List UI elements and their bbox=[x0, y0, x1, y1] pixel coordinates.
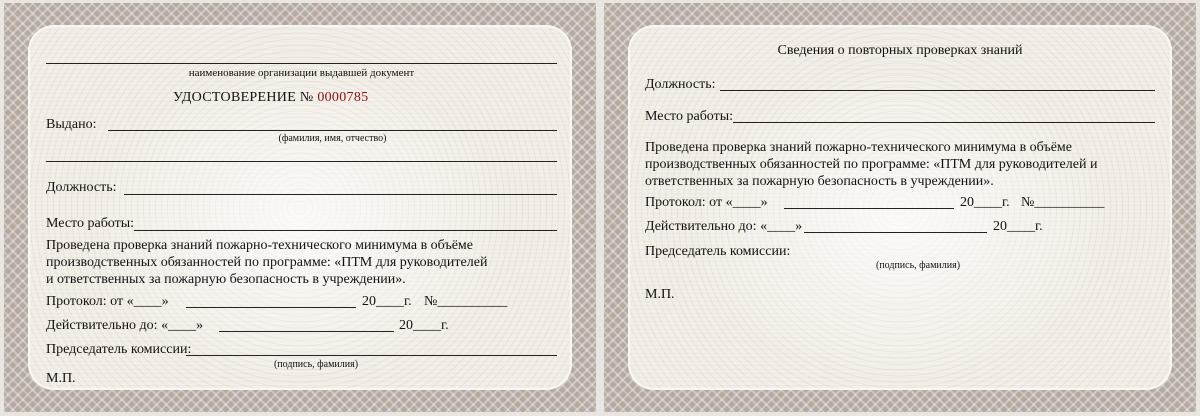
protocol-number: №__________ bbox=[424, 294, 508, 309]
back-page-field bbox=[628, 25, 1172, 390]
stamp-place: М.П. bbox=[46, 371, 76, 386]
position-line bbox=[720, 90, 1155, 91]
valid-until-line bbox=[804, 232, 987, 233]
protocol-year: 20____г. bbox=[362, 294, 412, 309]
issued-label: Выдано: bbox=[46, 117, 97, 132]
protocol-line bbox=[186, 307, 356, 308]
workplace-line bbox=[134, 230, 557, 231]
workplace-label: Место работы: bbox=[46, 216, 135, 231]
org-name-line bbox=[46, 63, 557, 64]
workplace-label: Место работы: bbox=[645, 109, 734, 124]
protocol-line bbox=[784, 208, 954, 209]
valid-until-label: Действительно до: «____» bbox=[645, 219, 803, 234]
position-label: Должность: bbox=[645, 77, 716, 92]
protocol-label: Протокол: от «____» bbox=[645, 195, 768, 210]
fio-caption: (фамилия, имя, отчество) bbox=[278, 133, 387, 144]
document-title bbox=[173, 90, 368, 106]
org-name-caption: наименование организации выдавшей документ bbox=[188, 67, 415, 79]
check-text: Проведена проверка знаний пожарно-технического минимума в объёме производственных обязанностей по программе: «ПТМ для руководителей и ответственных за пожарную безопасность в учреждении». bbox=[46, 238, 488, 287]
certificate-front-page bbox=[4, 3, 596, 412]
issued-line bbox=[108, 130, 557, 131]
chair-label: Председатель комиссии: bbox=[46, 342, 192, 357]
check-text: Проведена проверка знаний пожарно-технического минимума в объёме производственных обязанностей по программе: «ПТМ для руководителей и ответственных за пожарную безопасность в учреждении». bbox=[645, 140, 1098, 189]
valid-until-label: Действительно до: «____» bbox=[46, 318, 204, 333]
signature-caption: (подпись, фамилия) bbox=[875, 260, 961, 271]
protocol-label: Протокол: от «____» bbox=[46, 294, 169, 309]
document-number: 0000785 bbox=[317, 90, 369, 105]
signature-caption: (подпись, фамилия) bbox=[273, 359, 359, 370]
protocol-year: 20____г. bbox=[960, 195, 1010, 210]
protocol-number: №__________ bbox=[1021, 195, 1105, 210]
repeat-checks-header: Сведения о повторных проверках знаний bbox=[777, 43, 1023, 58]
chair-signature-line bbox=[186, 355, 557, 356]
fio-extra-line bbox=[46, 161, 557, 162]
valid-until-year: 20____г. bbox=[993, 219, 1043, 234]
chair-label: Председатель комиссии: bbox=[645, 244, 791, 259]
document-title-text: УДОСТОВЕРЕНИЕ № bbox=[173, 90, 314, 105]
valid-until-year: 20____г. bbox=[399, 318, 449, 333]
position-line bbox=[124, 194, 557, 195]
valid-until-line bbox=[219, 331, 394, 332]
position-label: Должность: bbox=[46, 180, 117, 195]
stamp-place: М.П. bbox=[645, 287, 675, 302]
front-page-field bbox=[28, 25, 572, 390]
workplace-line bbox=[733, 122, 1155, 123]
certificate-back-page bbox=[604, 3, 1196, 412]
